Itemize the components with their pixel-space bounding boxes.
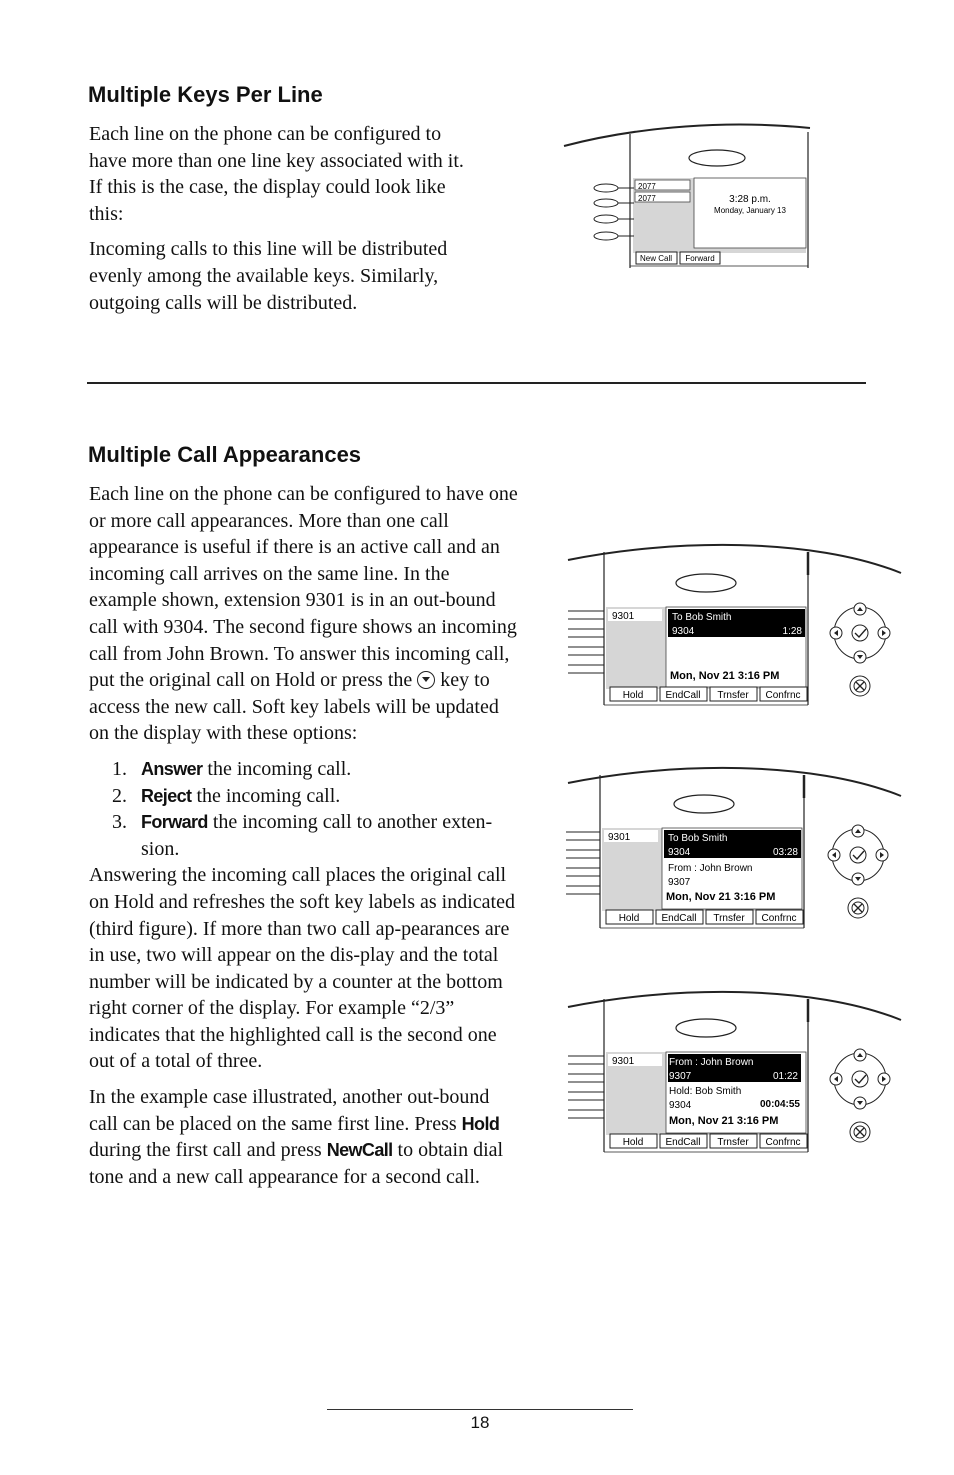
phone-display-figure-3 xyxy=(562,758,907,933)
fig2-line-label: 9301 xyxy=(612,611,635,622)
fig4-line-label: 9301 xyxy=(612,1056,635,1067)
fig1-line-key-2: 2077 xyxy=(638,194,656,203)
fig4-timer: 01:22 xyxy=(772,1071,798,1082)
section2-paragraph-2: Answering the incoming call places the original call on Hold and refreshes the soft key labels as indicated (third figure). If more than two call ap-pearances are in use, two will appear on the dis-play and the total number will be indicated by a counter at the bottom right corner of the display. For example “2/3” indicates that the highlighted call is the second one out of a total of three. xyxy=(89,864,515,1073)
section1-paragraph-1: Each line on the phone can be configured to have more than one line key associated with it. If this is the case, the display could look like this: xyxy=(89,123,464,225)
down-arrow-key-icon xyxy=(417,671,435,689)
fig4-datetime: Mon, Nov 21 3:16 PM xyxy=(669,1115,779,1127)
navigation-keypad-icon xyxy=(830,1049,890,1109)
fig4-softkey-transfer: Trnsfer xyxy=(717,1137,749,1148)
fig4-hold-timer: 00:04:55 xyxy=(759,1099,800,1110)
section-divider xyxy=(87,382,866,384)
fig4-extra-1: Hold: Bob Smith xyxy=(669,1086,742,1097)
fig4-softkey-conference: Confrnc xyxy=(765,1137,801,1148)
fig1-date: Monday, January 13 xyxy=(714,206,786,215)
fig1-time: 3:28 p.m. xyxy=(729,194,771,205)
list-item: 3. Forward the incoming call to another exten-sion. xyxy=(112,811,493,860)
fig3-row-1: To Bob Smith xyxy=(668,833,728,844)
fig2-row-1: To Bob Smith xyxy=(672,612,732,623)
fig3-softkey-transfer: Trnsfer xyxy=(713,913,745,924)
fig1-line-key-1: 2077 xyxy=(638,182,656,191)
softkey-options-list xyxy=(89,756,521,862)
fig3-softkey-conference: Confrnc xyxy=(761,913,797,924)
phone-display-figure-4 xyxy=(562,982,907,1157)
fig3-softkey-hold: Hold xyxy=(618,913,640,924)
fig4-row-1: From : John Brown xyxy=(669,1057,754,1068)
footer-rule xyxy=(327,1409,633,1410)
fig1-softkey-forward: Forward xyxy=(685,254,715,263)
fig2-softkey-endcall: EndCall xyxy=(665,690,701,701)
fig4-extra-2: 9304 xyxy=(669,1100,692,1111)
section1-text xyxy=(89,121,481,325)
fig2-softkey-transfer: Trnsfer xyxy=(717,690,749,701)
section-heading-multiple-keys: Multiple Keys Per Line xyxy=(88,82,323,107)
fig1-softkey-newcall: New Call xyxy=(639,254,673,263)
fig3-extra-2: 9307 xyxy=(668,877,691,888)
section2-paragraph-3: In the example case illustrated, another out-bound call can be placed on the same first line. Press Hold during the first call and press NewCall to obtain dial tone and a new call appearance for a second call. xyxy=(89,1086,504,1188)
navigation-keypad-icon xyxy=(830,603,890,663)
fig2-row-2: 9304 xyxy=(672,626,695,637)
fig2-softkey-conference: Confrnc xyxy=(765,690,801,701)
fig2-timer: 1:28 xyxy=(782,626,802,637)
list-item: 2. Reject the incoming call. xyxy=(112,784,341,807)
fig4-row-2: 9307 xyxy=(669,1071,692,1082)
fig3-datetime: Mon, Nov 21 3:16 PM xyxy=(666,891,776,903)
fig3-timer: 03:28 xyxy=(772,847,798,858)
cancel-key-icon xyxy=(850,1122,870,1142)
list-item: 1. Answer the incoming call. xyxy=(112,757,352,780)
fig2-datetime: Mon, Nov 21 3:16 PM xyxy=(670,670,780,682)
section2-paragraph-1: Each line on the phone can be configured to have one or more call appearances. More than one call appearance is useful if there is an active call and an incoming call arrives on the same line. In the example shown, extension 9301 is in an out-bound call with 9304. The second figure shows an incoming call from John Brown. To answer this incoming call, put the original call on Hold or press the key to access the new call. Soft key labels will be updated on the display with these options: xyxy=(89,483,518,745)
section1-paragraph-2: Incoming calls to this line will be distributed evenly among the available keys. Similarly, outgoing calls will be distributed. xyxy=(89,238,448,314)
fig3-extra-1: From : John Brown xyxy=(668,863,753,874)
fig4-softkey-endcall: EndCall xyxy=(665,1137,701,1148)
phone-display-figure-2 xyxy=(562,535,907,710)
phone-display-figure-1 xyxy=(560,118,820,273)
fig3-line-label: 9301 xyxy=(608,832,631,843)
fig2-softkey-hold: Hold xyxy=(622,690,644,701)
cancel-key-icon xyxy=(850,676,870,696)
fig3-row-2: 9304 xyxy=(668,847,691,858)
fig3-softkey-endcall: EndCall xyxy=(661,913,697,924)
cancel-key-icon xyxy=(848,898,868,918)
section-heading-multiple-call-appearances: Multiple Call Appearances xyxy=(88,442,362,467)
navigation-keypad-icon xyxy=(828,825,888,885)
fig4-softkey-hold: Hold xyxy=(622,1137,644,1148)
page-number: 18 xyxy=(470,1413,490,1432)
section2-text xyxy=(89,481,521,1199)
